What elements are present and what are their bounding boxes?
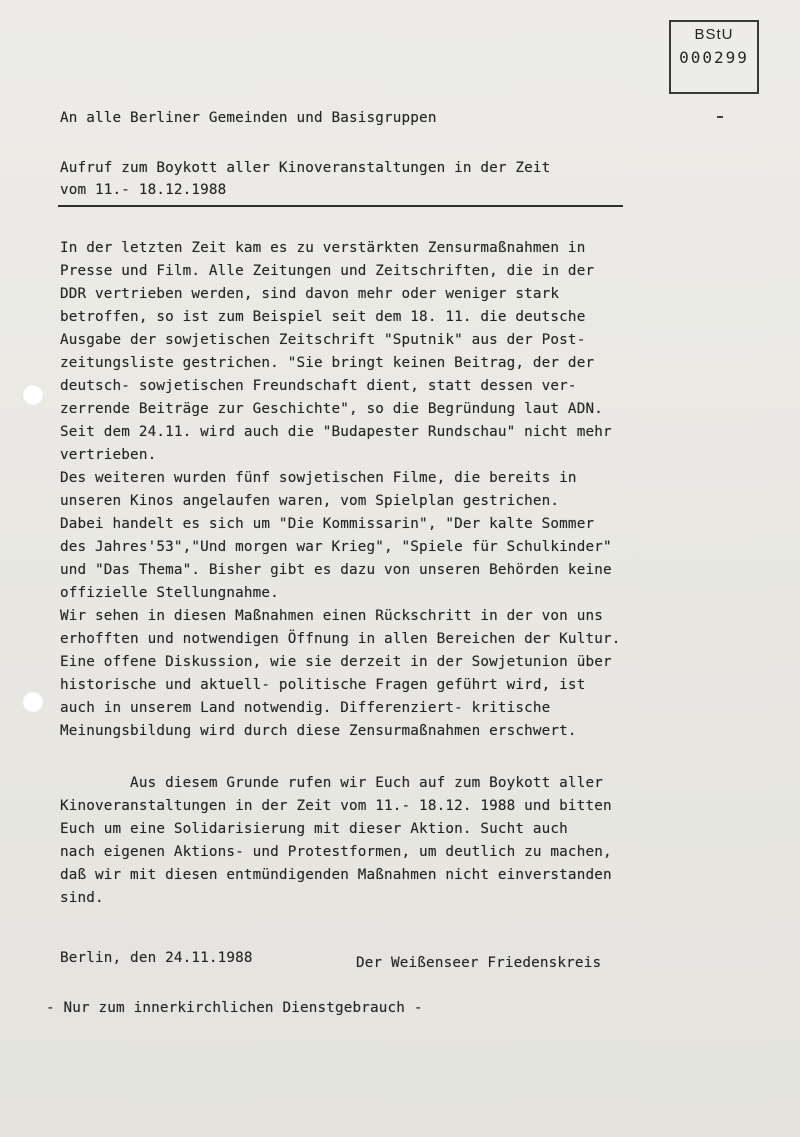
distribution-note: - Nur zum innerkirchlichen Dienstgebrauch -	[46, 1000, 423, 1016]
body-line: historische und aktuell- politische Fragen geführt wird, ist	[60, 677, 586, 693]
signature: Der Weißenseer Friedenskreis	[356, 955, 602, 971]
body-line: In der letzten Zeit kam es zu verstärkten Zensurmaßnahmen in	[60, 240, 586, 256]
body-line: Des weiteren wurden fünf sowjetischen Filme, die bereits in	[60, 470, 577, 486]
body-line: deutsch- sowjetischen Freundschaft dient, statt dessen ver-	[60, 378, 577, 394]
stamp-label: BStU	[694, 26, 734, 43]
body-line: Aus diesem Grunde rufen wir Euch auf zum Boykott aller	[60, 775, 603, 791]
subject-line-1: Aufruf zum Boykott aller Kinoveranstaltungen in der Zeit	[60, 160, 551, 176]
body-line: Dabei handelt es sich um "Die Kommissarin", "Der kalte Sommer	[60, 516, 595, 532]
stamp-number: 000299	[679, 48, 749, 67]
body-line: und "Das Thema". Bisher gibt es dazu von unseren Behörden keine	[60, 562, 612, 578]
margin-mark	[717, 116, 723, 118]
body-line: nach eigenen Aktions- und Protestformen, um deutlich zu machen,	[60, 844, 612, 860]
address-line: An alle Berliner Gemeinden und Basisgruppen	[60, 110, 437, 126]
body-line: Meinungsbildung wird durch diese Zensurmaßnahmen erschwert.	[60, 723, 577, 739]
body-line: Seit dem 24.11. wird auch die "Budapester Rundschau" nicht mehr	[60, 424, 612, 440]
body-line: betroffen, so ist zum Beispiel seit dem 18. 11. die deutsche	[60, 309, 586, 325]
body-line: des Jahres'53","Und morgen war Krieg", "Spiele für Schulkinder"	[60, 539, 612, 555]
punch-hole-bottom	[22, 691, 44, 713]
body-line: sind.	[60, 890, 104, 906]
body-line: zerrende Beiträge zur Geschichte", so die Begründung laut ADN.	[60, 401, 603, 417]
body-line: Eine offene Diskussion, wie sie derzeit in der Sowjetunion über	[60, 654, 612, 670]
body-line: erhofften und notwendigen Öffnung in allen Bereichen der Kultur.	[60, 631, 621, 647]
body-line: Ausgabe der sowjetischen Zeitschrift "Sputnik" aus der Post-	[60, 332, 586, 348]
body-line: vertrieben.	[60, 447, 157, 463]
body-line: Kinoveranstaltungen in der Zeit vom 11.- 18.12. 1988 und bitten	[60, 798, 612, 814]
body-line: daß wir mit diesen entmündigenden Maßnahmen nicht einverstanden	[60, 867, 612, 883]
body-line: offizielle Stellungnahme.	[60, 585, 279, 601]
body-line: DDR vertrieben werden, sind davon mehr oder weniger stark	[60, 286, 560, 302]
place-date: Berlin, den 24.11.1988	[60, 950, 253, 966]
subject-underline	[58, 205, 623, 207]
body-line: zeitungsliste gestrichen. "Sie bringt keinen Beitrag, der der	[60, 355, 595, 371]
body-line: Euch um eine Solidarisierung mit dieser Aktion. Sucht auch	[60, 821, 568, 837]
punch-hole-top	[22, 384, 44, 406]
body-line: auch in unserem Land notwendig. Differenziert- kritische	[60, 700, 551, 716]
subject-line-2: vom 11.- 18.12.1988	[60, 182, 227, 198]
archive-stamp	[669, 20, 759, 94]
body-line: unseren Kinos angelaufen waren, vom Spielplan gestrichen.	[60, 493, 560, 509]
body-line: Wir sehen in diesen Maßnahmen einen Rückschritt in der von uns	[60, 608, 603, 624]
body-line: Presse und Film. Alle Zeitungen und Zeitschriften, die in der	[60, 263, 595, 279]
